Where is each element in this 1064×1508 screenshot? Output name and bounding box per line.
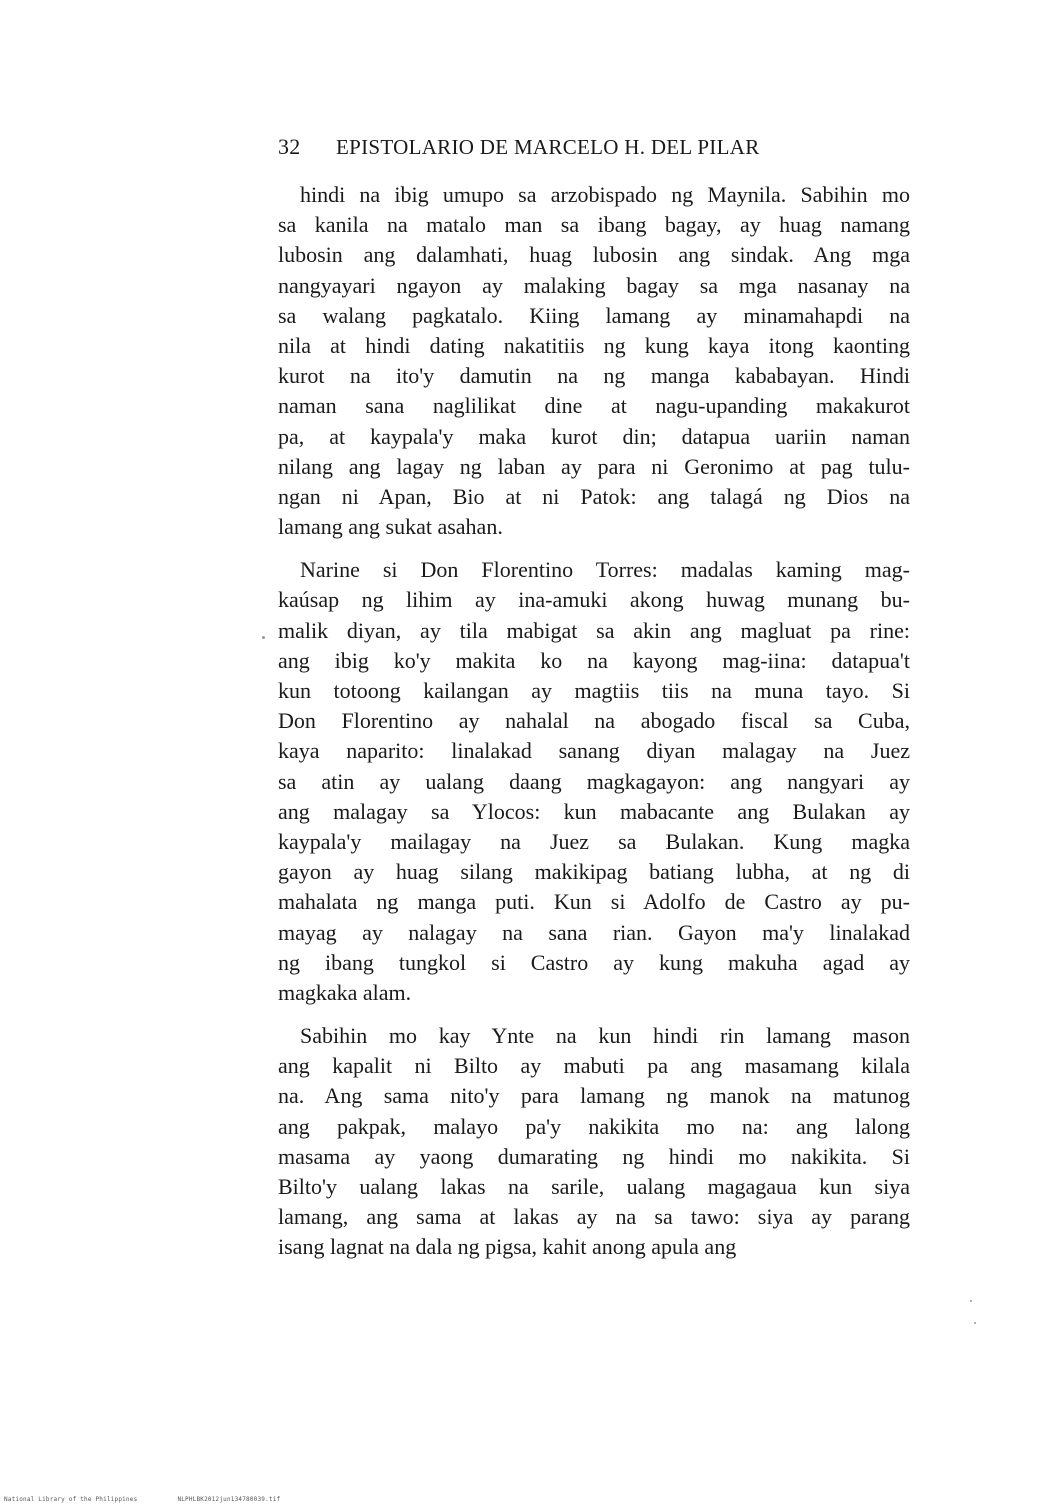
- text-line: Narine si Don Florentino Torres: madalas kaming mag-: [300, 557, 910, 583]
- text-line: ng ibang tungkol si Castro ay kung makuha agad ay: [278, 949, 910, 975]
- body-text: [278, 180, 910, 1263]
- text-line: ngan ni Apan, Bio at ni Patok: ang talagá ng Dios na: [278, 483, 910, 509]
- text-line: kaypala'y mailagay na Juez sa Bulakan. Kung magka: [278, 828, 910, 854]
- scan-footer: [4, 1496, 280, 1503]
- text-line: nilang ang lagay ng laban ay para ni Geronimo at pag tulu-: [278, 453, 910, 479]
- scan-speck: [262, 636, 265, 639]
- text-line: kurot na ito'y damutin na ng manga kababayan. Hindi: [278, 363, 910, 389]
- text-line: ang pakpak, malayo pa'y nakikita mo na: ang lalong: [278, 1113, 910, 1139]
- paragraph: [278, 555, 910, 1008]
- text-line: na. Ang sama nito'y para lamang ng manok na matunog: [278, 1083, 910, 1109]
- text-line: nila at hindi dating nakatitiis ng kung kaya itong kaonting: [278, 332, 910, 358]
- running-head: [278, 134, 910, 160]
- text-line: ang kapalit ni Bilto ay mabuti pa ang masamang kilala: [278, 1053, 910, 1079]
- text-line: nangyayari ngayon ay malaking bagay sa mga nasanay na: [278, 272, 910, 298]
- text-line: lamang, ang sama at lakas ay na sa tawo: siya ay parang: [278, 1204, 910, 1230]
- text-line: Sabihin mo kay Ynte na kun hindi rin lamang mason: [300, 1023, 910, 1049]
- text-line: naman sana naglilikat dine at nagu-upanding makakurot: [278, 393, 910, 419]
- paragraph: [278, 1021, 910, 1263]
- text-line: sa kanila na matalo man sa ibang bagay, ay huag namang: [278, 212, 910, 238]
- text-line: hindi na ibig umupo sa arzobispado ng Maynila. Sabihin mo: [300, 182, 910, 207]
- text-line: sa walang pagkatalo. Kiing lamang ay minamahapdi na: [278, 302, 910, 328]
- text-line: lubosin ang dalamhati, huag lubosin ang sindak. Ang mga: [278, 242, 910, 268]
- text-line: ang malagay sa Ylocos: kun mabacante ang Bulakan ay: [278, 798, 910, 824]
- text-line: malik diyan, ay tila mabigat sa akin ang magluat pa rine:: [278, 617, 910, 643]
- text-line: Don Florentino ay nahalal na abogado fiscal sa Cuba,: [278, 708, 910, 734]
- text-line: kaya naparito: linalakad sanang diyan malagay na Juez: [278, 738, 910, 764]
- scan-speck: [970, 1300, 972, 1302]
- text-line: kaúsap ng lihim ay ina-amuki akong huwag munang bu-: [278, 587, 910, 613]
- text-line: isang lagnat na dala ng pigsa, kahit anong apula ang: [278, 1234, 737, 1260]
- scan-file-id: NLPHLBK2012jun134780039.tif: [177, 1496, 281, 1503]
- text-line: masama ay yaong dumarating ng hindi mo nakikita. Si: [278, 1143, 910, 1169]
- text-line: magkaka alam.: [278, 979, 412, 1005]
- text-line: lamang ang sukat asahan.: [278, 514, 503, 540]
- text-line: gayon ay huag silang makikipag batiang lubha, at ng di: [278, 859, 910, 885]
- book-title: EPISTOLARIO DE MARCELO H. DEL PILAR: [336, 135, 760, 159]
- text-line: mahalata ng manga puti. Kun si Adolfo de Castro ay pu-: [278, 889, 910, 915]
- text-line: pa, at kaypala'y maka kurot din; datapua uariin naman: [278, 423, 910, 449]
- library-credit: National Library of the Philippines: [4, 1496, 138, 1503]
- text-line: sa atin ay ualang daang magkagayon: ang nangyari ay: [278, 768, 910, 794]
- page-number: 32: [278, 134, 301, 159]
- text-line: mayag ay nalagay na sana rian. Gayon ma'y linalakad: [278, 919, 910, 945]
- paragraph: [278, 180, 910, 542]
- text-line: ang ibig ko'y makita ko na kayong mag-iina: datapua't: [278, 647, 910, 673]
- text-line: kun totoong kailangan ay magtiis tiis na muna tayo. Si: [278, 678, 910, 703]
- text-line: Bilto'y ualang lakas na sarile, ualang magagaua kun siya: [278, 1174, 910, 1199]
- scan-speck: [974, 1322, 976, 1324]
